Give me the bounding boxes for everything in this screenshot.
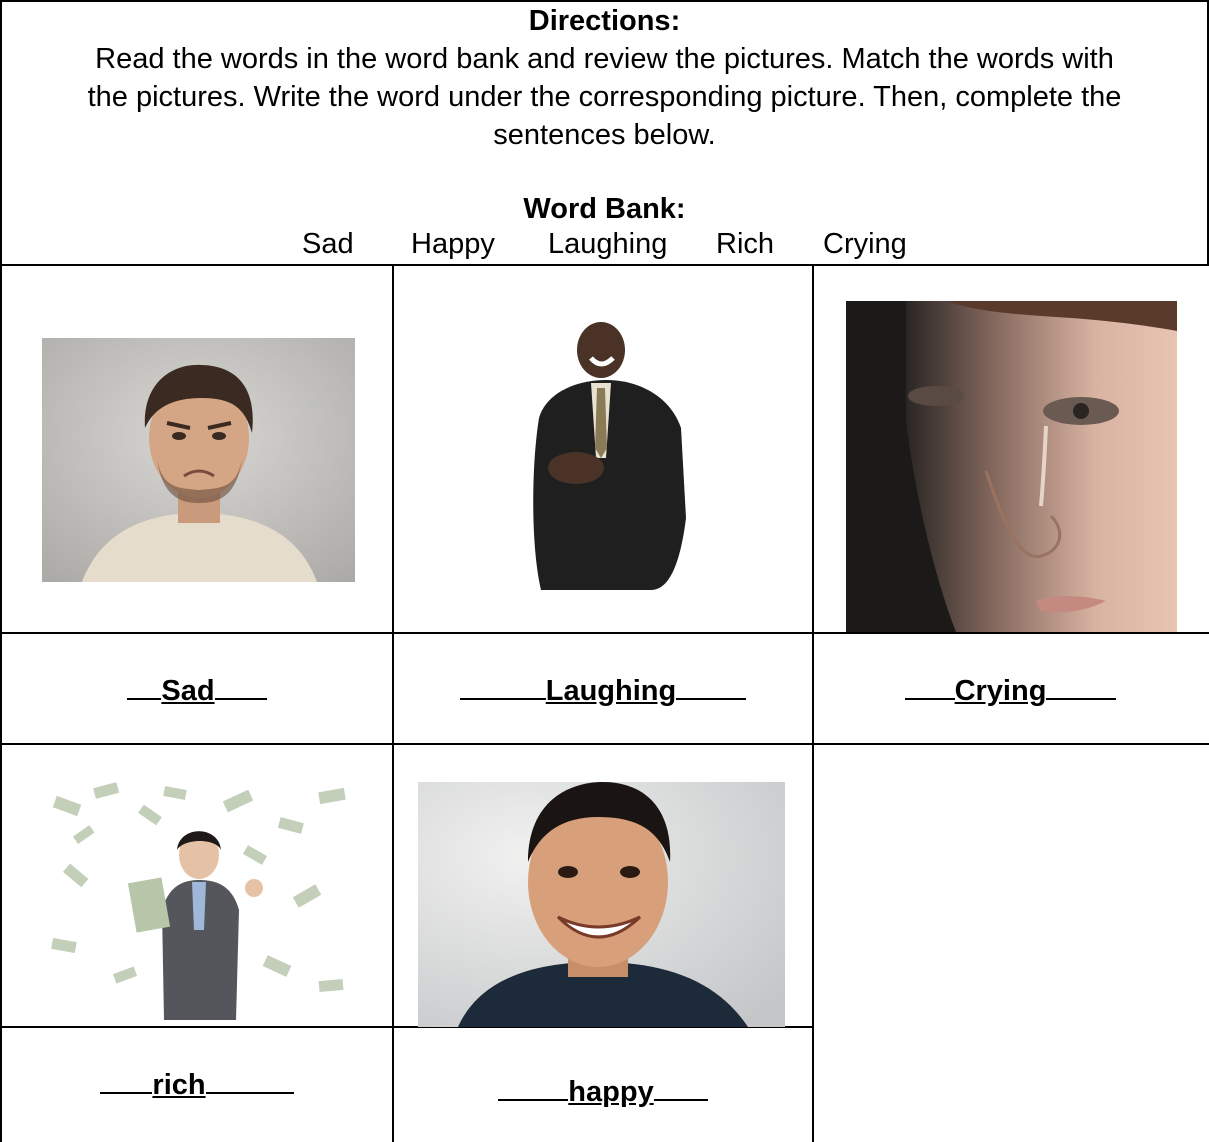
rich-woman-money-photo [44, 780, 354, 1020]
word-bank-title: Word Bank: [523, 193, 686, 225]
directions-block [4, 2, 1205, 154]
word-bank-word: Rich [716, 228, 775, 260]
crying-woman-photo [846, 301, 1177, 632]
directions-line-1: Read the words in the word bank and review the pictures. Match the words with [95, 43, 1114, 75]
word-bank-word: Happy [411, 228, 495, 260]
answer-laughing [394, 672, 812, 709]
table-divider-row1 [0, 632, 1209, 634]
answer-rich [2, 1066, 392, 1103]
answer-text: Sad [161, 675, 215, 707]
directions-title: Directions: [528, 5, 681, 37]
table-divider-row2 [0, 743, 1209, 745]
answer-text: rich [152, 1069, 206, 1101]
table-divider-header [0, 264, 1209, 266]
laughing-man-photo [521, 318, 691, 590]
answer-happy [394, 1073, 812, 1110]
table-border-left [0, 0, 2, 1142]
answer-crying [814, 672, 1207, 709]
sad-man-photo [42, 338, 355, 582]
word-bank-word: Sad [302, 228, 354, 260]
word-bank-word: Laughing [548, 228, 668, 260]
answer-text: happy [568, 1076, 654, 1108]
answer-sad [2, 672, 392, 709]
happy-man-photo [418, 782, 785, 1027]
answer-text: Laughing [545, 675, 677, 707]
word-bank-word: Crying [823, 228, 907, 260]
directions-line-3: sentences below. [493, 119, 716, 151]
answer-text: Crying [954, 675, 1047, 707]
directions-line-2: the pictures. Write the word under the corresponding picture. Then, complete the [87, 81, 1122, 113]
